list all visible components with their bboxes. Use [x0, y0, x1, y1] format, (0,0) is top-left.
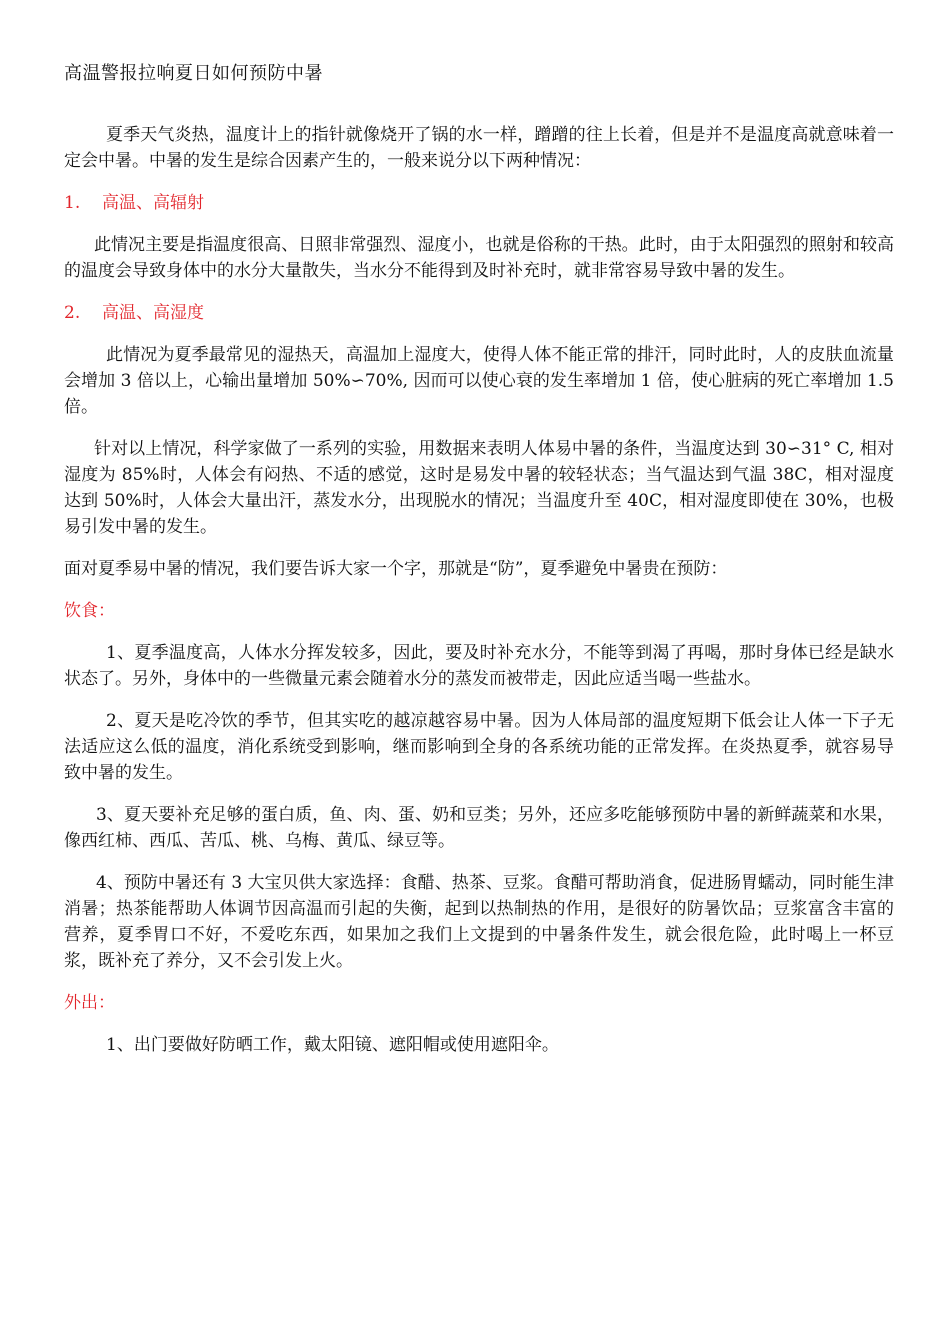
section-2-number: 2. [64, 303, 81, 323]
section-1-title: 高温、高辐射 [102, 193, 204, 213]
section-2-heading [64, 300, 894, 326]
diet-item: 2、夏天是吃冷饮的季节，但其实吃的越凉越容易中暑。因为人体局部的温度短期下低会让人体一下子无法适应这么低的温度，消化系统受到影响，继而影响到全身的各系统功能的正常发挥。在炎热夏季，就容易导致中暑的发生。 [64, 711, 894, 783]
outing-item: 1、出门要做好防晒工作，戴太阳镜、遮阳帽或使用遮阳伞。 [106, 1035, 559, 1055]
diet-item: 1、夏季温度高，人体水分挥发较多，因此，要及时补充水分，不能等到渴了再喝，那时身体已经是缺水状态了。另外，身体中的一些微量元素会随着水分的蒸发而被带走，因此应适当喝一些盐水。 [64, 643, 894, 689]
prevention-intro: 面对夏季易中暑的情况，我们要告诉大家一个字，那就是“防”，夏季避免中暑贵在预防： [64, 559, 728, 579]
section-2-body: 此情况为夏季最常见的湿热天，高温加上湿度大，使得人体不能正常的排汗，同时此时，人的皮肤血流量会增加 3 倍以上，心输出量增加 50%∽70%, 因而可以使心衰的发生率增加 1 倍，使心脏病的死亡率增加 1.5 倍。 [64, 345, 894, 417]
section-1-heading [64, 190, 894, 216]
diet-item: 3、夏天要补充足够的蛋白质，鱼、肉、蛋、奶和豆类；另外，还应多吃能够预防中暑的新鲜蔬菜和水果，像西红柿、西瓜、苦瓜、桃、乌梅、黄瓜、绿豆等。 [64, 805, 894, 851]
diet-heading: 饮食： [64, 601, 115, 621]
document-title: 高温警报拉响夏日如何预防中暑 [64, 63, 323, 84]
section-1-number: 1. [64, 193, 81, 213]
section-2-title: 高温、高湿度 [102, 303, 204, 323]
intro-paragraph: 夏季天气炎热，温度计上的指针就像烧开了锅的水一样，蹭蹭的往上长着，但是并不是温度高就意味着一定会中暑。中暑的发生是综合因素产生的，一般来说分以下两种情况： [64, 125, 894, 171]
outing-heading: 外出： [64, 993, 115, 1013]
experiment-paragraph: 针对以上情况，科学家做了一系列的实验，用数据来表明人体易中暑的条件，当温度达到 30∽31° C, 相对湿度为 85%时，人体会有闷热、不适的感觉，这时是易发中暑的较轻状态；当气温达到气温 38C，相对湿度达到 50%时，人体会大量出汗，蒸发水分，出现脱水的情况；当温度升至 40C，相对湿度即使在 30%，也极易引发中暑的发生。 [64, 439, 894, 537]
section-1-body: 此情况主要是指温度很高、日照非常强烈、湿度小，也就是俗称的干热。此时，由于太阳强烈的照射和较高的温度会导致身体中的水分大量散失，当水分不能得到及时补充时，就非常容易导致中暑的发生。 [64, 235, 894, 281]
diet-item: 4、预防中暑还有 3 大宝贝供大家选择：食醋、热茶、豆浆。食醋可帮助消食，促进肠胃蠕动，同时能生津消暑；热茶能帮助人体调节因高温而引起的失衡，起到以热制热的作用，是很好的防暑饮品；豆浆富含丰富的营养，夏季胃口不好，不爱吃东西，如果加之我们上文提到的中暑条件发生，就会很危险，此时喝上一杯豆浆，既补充了养分，又不会引发上火。 [64, 873, 894, 971]
